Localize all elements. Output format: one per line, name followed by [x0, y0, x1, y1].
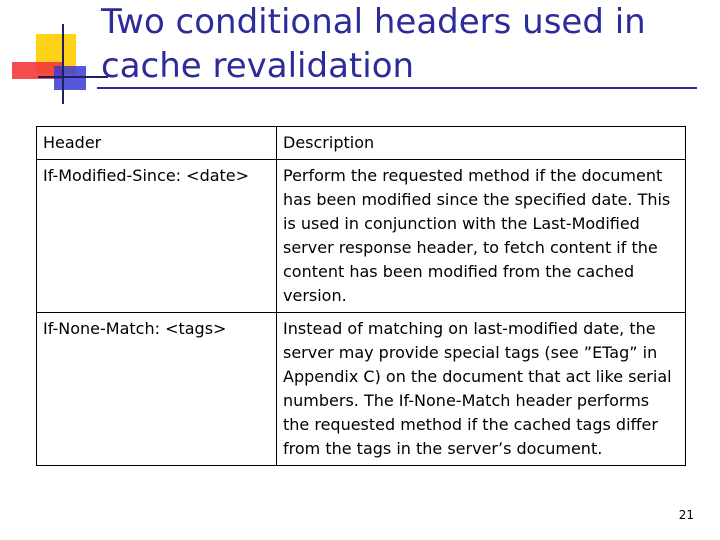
header-cell: If-None-Match: <tags>	[37, 313, 277, 466]
decorative-horizontal-line	[38, 76, 108, 78]
slide-title-line2: cache revalidation	[101, 46, 415, 86]
table-row	[37, 160, 686, 313]
slide-title	[101, 0, 701, 88]
column-header-header: Header	[37, 127, 277, 160]
table-row	[37, 313, 686, 466]
conditional-headers-table	[36, 126, 686, 466]
table-header-row	[37, 127, 686, 160]
title-underline	[97, 87, 697, 89]
description-cell: Instead of matching on last-modified date, the server may provide special tags (see ”ETag” in Appendix C) on the document that act like serial numbers. The If-None-Match header performs the requested method if the cached tags differ from the tags in the server’s document.	[277, 313, 686, 466]
column-header-description: Description	[277, 127, 686, 160]
header-cell: If-Modified-Since: <date>	[37, 160, 277, 313]
decorative-blue-square	[54, 66, 86, 90]
page-number: 21	[678, 508, 694, 522]
description-cell: Perform the requested method if the document has been modified since the specified date. This is used in conjunction with the Last-Modified server response header, to fetch content if the content has been modified from the cached version.	[277, 160, 686, 313]
decorative-vertical-line	[62, 24, 64, 104]
slide-title-line1: Two conditional headers used in	[101, 2, 646, 42]
